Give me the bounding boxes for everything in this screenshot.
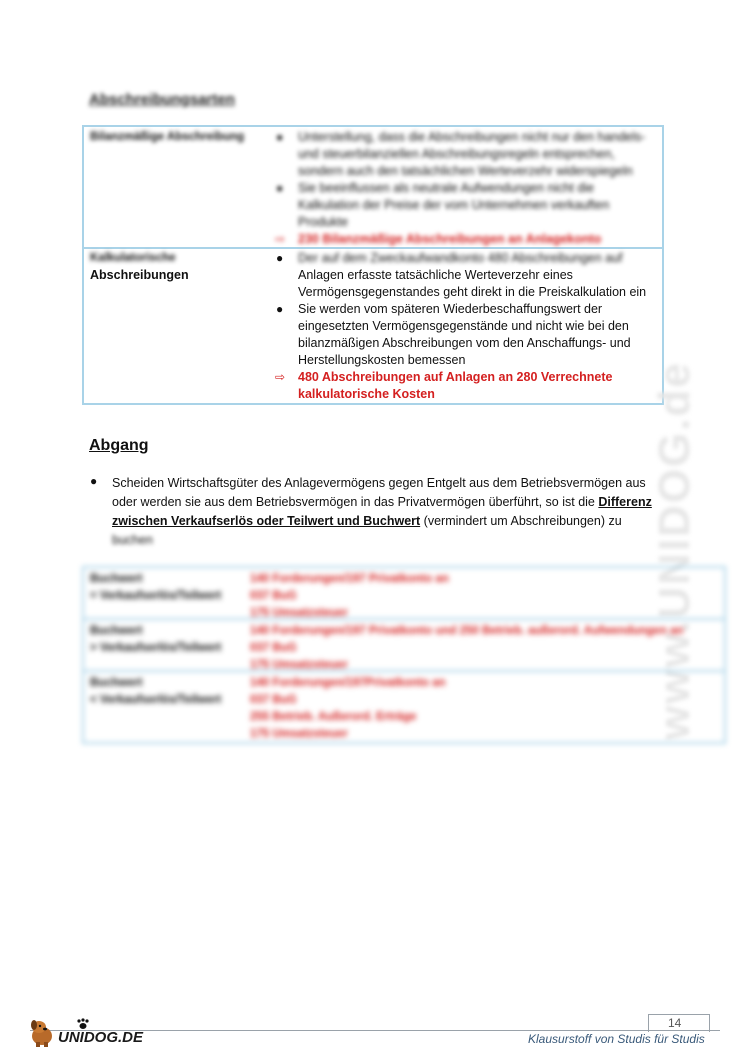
section-title-abgang: Abgang [89, 437, 149, 454]
text-line: 140 Forderungen/197Privatkonto an [250, 677, 446, 689]
text-line: 140 Forderungen/197 Privatkonto an [250, 573, 449, 585]
abgang-paragraph [112, 474, 672, 550]
buchwert-table [82, 566, 726, 744]
table-cell-right [250, 571, 449, 622]
table-row [84, 620, 724, 672]
table-cell-right [250, 675, 446, 743]
dog-logo-icon [26, 1014, 60, 1048]
watermark: www.UNIDOG.de [650, 361, 699, 740]
text-line: 175 Umsatzsteuer [250, 659, 348, 671]
brand-logo-text: UNIDOG.DE [58, 1029, 144, 1046]
table-cell-right [250, 623, 683, 674]
text-line [112, 512, 672, 531]
row1-bullet1 [298, 129, 645, 180]
text-line: kalkulatorische Kosten [298, 387, 435, 401]
text-line: 037 BuG [250, 590, 297, 602]
table-row [84, 568, 724, 620]
bullet-icon: ● [276, 181, 284, 195]
text-line: Unterstellung, dass die Abschreibungen nicht nur den handels- [298, 130, 646, 144]
row2-bullet2 [298, 301, 631, 369]
text-line: sondern auch den tatsächlichen Werteverzehr widerspiegeln [298, 164, 633, 178]
text-line: 175 Umsatzsteuer [250, 607, 348, 619]
bullet-icon: ● [90, 474, 98, 488]
table-cell-left [90, 675, 221, 709]
text-line: < Verkaufserlös/Teilwert [90, 694, 222, 706]
section-title-abschreibungsarten: Abschreibungsarten [89, 91, 235, 108]
bullet-icon: ● [276, 302, 284, 316]
text-line: Scheiden Wirtschaftsgüter des Anlagevermögens gegen Entgelt aus dem Betriebsvermögen aus [112, 476, 646, 490]
table-row [84, 672, 724, 742]
row2-label [90, 250, 189, 284]
text-line: > Verkaufserlös/Teilwert [90, 642, 222, 654]
table-cell-left [90, 623, 221, 657]
text-line: 175 Umsatzsteuer [250, 728, 348, 740]
row1-booking: 230 Bilanzmäßige Abschreibungen an Anlagekonto [298, 232, 602, 246]
footer-tagline: Klausurstoff von Studis für Studis [528, 1032, 705, 1046]
arrow-icon: ⇨ [275, 232, 286, 246]
emphasis-text: Differenz [598, 495, 652, 509]
emphasis-text: zwischen Verkaufserlös oder Teilwert und Buchwert [112, 514, 421, 528]
text-line: 037 BuG [250, 694, 297, 706]
text-line: bilanzmäßigen Abschreibungen vom den Anschaffungs- und [298, 336, 631, 350]
text-segment: (vermindert um Abschreibungen) zu [420, 514, 622, 528]
arrow-icon: ⇨ [275, 370, 286, 384]
text-line: = Verkaufserlös/Teilwert [90, 590, 222, 602]
text-line [112, 493, 672, 512]
text-line: Herstellungskosten bemessen [298, 353, 466, 367]
row2-bullet1 [298, 250, 646, 301]
text-line: eingesetzten Vermögensgegenstände und nicht wie bei den [298, 319, 629, 333]
text-line: 255 Betrieb. Außerord. Erträge [250, 711, 417, 723]
text-line: Buchwert [90, 625, 143, 637]
text-line: Sie beeinflussen als neutrale Aufwendungen nicht die [298, 181, 595, 195]
text-line: und steuerbilanziellen Abschreibungsregeln entsprechen, [298, 147, 615, 161]
text-line: Buchwert [90, 573, 143, 585]
row2-label-line1: Kalkulatorische [90, 252, 176, 264]
page-number: 14 [668, 1016, 682, 1030]
text-line: Produkte [298, 215, 349, 229]
text-line: 480 Abschreibungen auf Anlagen an 280 Verrechnete [298, 370, 613, 384]
text-line: buchen [112, 533, 154, 547]
bullet-icon: ● [276, 130, 284, 144]
table-cell-left [90, 571, 221, 605]
row2-booking [298, 369, 612, 403]
text-line: Kalkulation der Preise der vom Unternehmen verkauften [298, 198, 610, 212]
text-line: Anlagen erfasste tatsächliche Werteverzehr eines [298, 268, 573, 282]
text-line: Der auf dem Zweckaufwandkonto 480 Abschreibungen auf [298, 251, 623, 265]
text-line: Buchwert [90, 677, 143, 689]
row2-label-line2: Abschreibungen [90, 268, 189, 282]
row1-bullet2 [298, 180, 609, 231]
text-segment: oder werden sie aus dem Betriebsvermögen in das Privatvermögen überführt, so ist die [112, 495, 599, 509]
row1-label: Bilanzmäßige Abschreibung [90, 131, 245, 143]
bullet-icon: ● [276, 251, 284, 265]
text-line: Sie werden vom späteren Wiederbeschaffungswert der [298, 302, 603, 316]
text-line: 140 Forderungen/197 Privatkonto und 250 Betrieb. außerord. Aufwendungen an [250, 625, 684, 637]
text-line: 037 BuG [250, 642, 297, 654]
text-line: Vermögensgegenstandes geht direkt in die Preiskalkulation ein [298, 285, 647, 299]
